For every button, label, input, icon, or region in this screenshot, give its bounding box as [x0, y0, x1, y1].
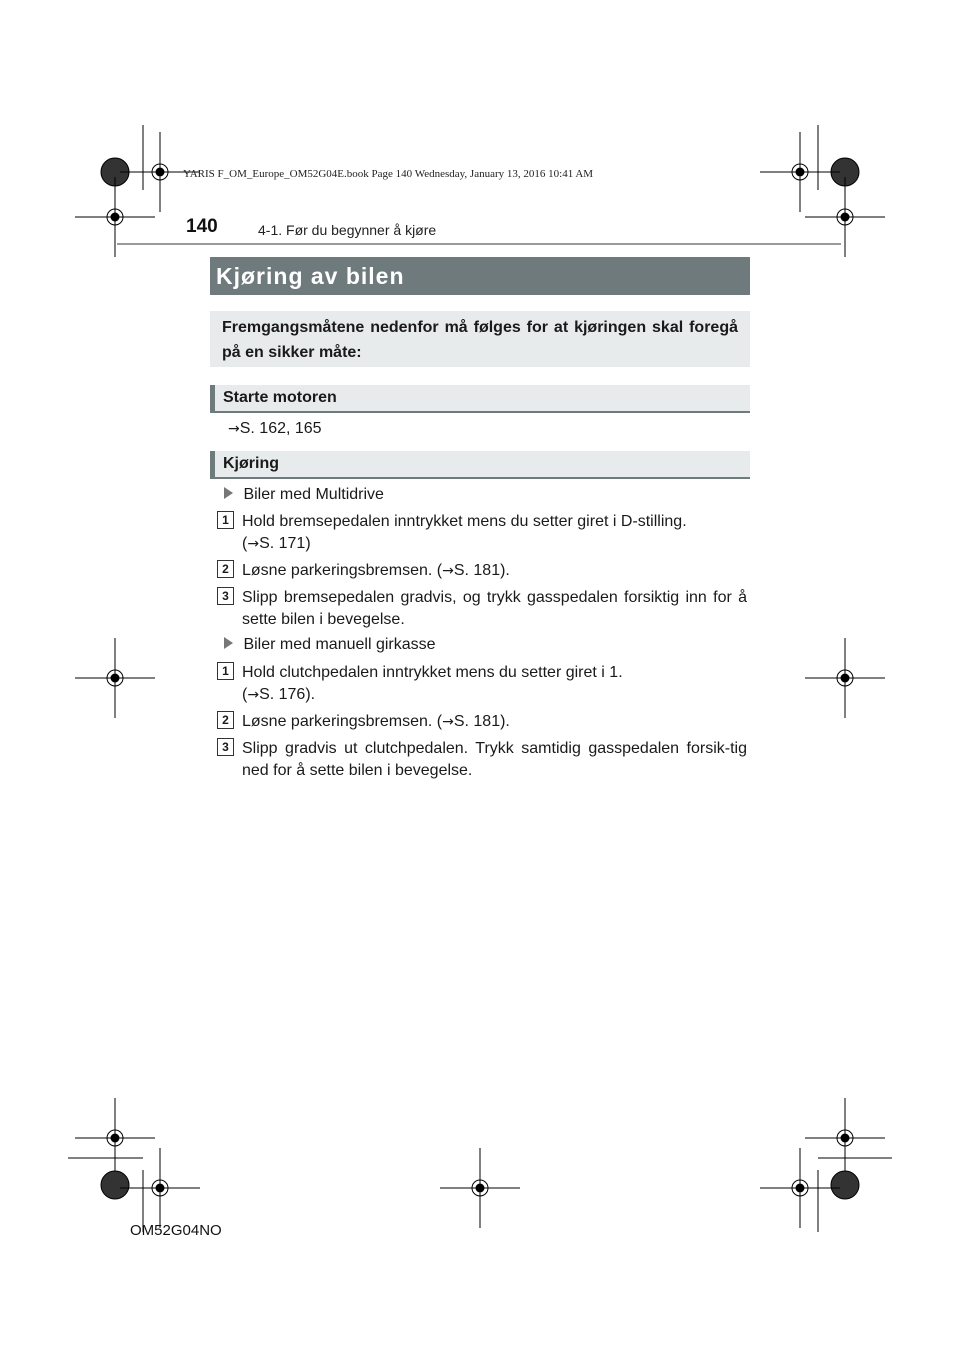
step-text — [242, 560, 747, 582]
header-rule — [117, 243, 841, 245]
group-title-text: Biler med manuell girkasse — [243, 636, 436, 653]
starting-reference — [228, 418, 322, 440]
print-header: YARIS F_OM_Europe_OM52G04E.book Page 140 Wednesday, January 13, 2016 10:41 AM — [183, 168, 594, 180]
ref-paren: ( — [242, 535, 248, 552]
step-badge: 3 — [217, 587, 234, 605]
subheading-driving: Kjøring — [210, 451, 750, 479]
arrow-icon: → — [247, 536, 260, 552]
step-badge: 3 — [217, 738, 234, 756]
step-body: Hold bremsepedalen inntrykket mens du setter giret i D-stilling. — [242, 513, 687, 530]
step-body: Løsne parkeringsbremsen. ( — [242, 562, 443, 579]
reference-link[interactable]: S. 181). — [453, 713, 510, 730]
arrow-icon: → — [442, 714, 454, 730]
page-title: Kjøring av bilen — [210, 257, 750, 295]
triangle-bullet-icon — [224, 637, 233, 649]
document-code: OM52G04NO — [130, 1222, 222, 1239]
reference-link[interactable]: S. 171) — [259, 535, 311, 552]
reference-link[interactable]: S. 176). — [259, 686, 316, 703]
step-text — [242, 662, 747, 706]
page-number: 140 — [186, 216, 218, 237]
step-badge: 2 — [217, 560, 234, 578]
reference-link[interactable]: S. 162, 165 — [239, 420, 322, 437]
step-text — [242, 511, 747, 555]
step-text: Slipp gradvis ut clutchpedalen. Trykk samtidig gasspedalen forsik-tig ned for å sette bilen i bevegelse. — [242, 740, 747, 779]
section-breadcrumb: 4-1. Før du begynner å kjøre — [258, 222, 437, 238]
step-body: Løsne parkeringsbremsen. ( — [242, 713, 443, 730]
arrow-icon: → — [228, 421, 240, 437]
step-text: Slipp bremsepedalen gradvis, og trykk gasspedalen forsiktig inn for å sette bilen i bevegelse. — [242, 589, 747, 628]
step-badge: 1 — [217, 662, 234, 680]
intro-box: Fremgangsmåtene nedenfor må følges for at kjøringen skal foregå på en sikker måte: — [210, 311, 750, 367]
triangle-bullet-icon — [224, 487, 233, 499]
reference-link[interactable]: S. 181). — [453, 562, 510, 579]
step-text — [242, 711, 747, 733]
step-badge: 1 — [217, 511, 234, 529]
arrow-icon: → — [442, 563, 454, 579]
group-title-multidrive — [224, 484, 384, 506]
subheading-starting: Starte motoren — [210, 385, 750, 413]
group-title-text: Biler med Multidrive — [243, 486, 384, 503]
ref-paren: ( — [242, 686, 248, 703]
step-badge: 2 — [217, 711, 234, 729]
arrow-icon: → — [247, 687, 260, 703]
group-title-manual — [224, 634, 436, 656]
step-body: Hold clutchpedalen inntrykket mens du setter giret i 1. — [242, 664, 623, 681]
